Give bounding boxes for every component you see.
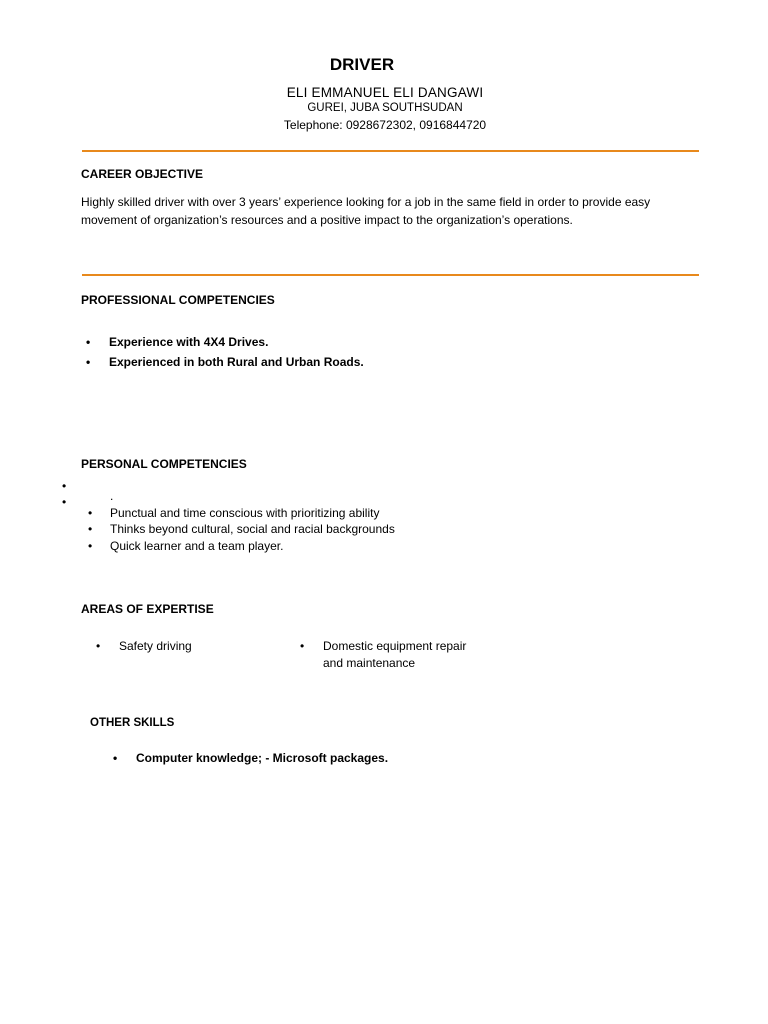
bullet-icon: • — [113, 751, 118, 765]
list-item — [110, 488, 710, 505]
list-item-text: . — [110, 489, 114, 503]
applicant-phone: Telephone: 0928672302, 0916844720 — [283, 118, 487, 132]
list-item — [113, 750, 636, 767]
list-item-text: Computer knowledge; - Microsoft packages. — [136, 751, 389, 765]
list-item-text: Thinks beyond cultural, social and racial backgrounds — [110, 522, 395, 536]
header-divider — [82, 150, 699, 152]
bullet-icon: • — [86, 335, 91, 349]
career-objective-heading: CAREER OBJECTIVE — [81, 167, 204, 181]
personal-competencies-list — [88, 488, 710, 554]
list-item-text: Quick learner and a team player. — [110, 538, 284, 553]
list-item — [86, 334, 709, 351]
bullet-icon: • — [88, 522, 93, 536]
list-item — [88, 538, 710, 555]
personal-competencies-heading: PERSONAL COMPETENCIES — [81, 457, 247, 471]
document-title: DRIVER — [329, 55, 395, 74]
list-item — [300, 638, 488, 671]
list-item — [88, 521, 710, 538]
bullet-icon: • — [88, 505, 93, 520]
bullet-icon: • — [62, 479, 67, 493]
list-item — [96, 638, 279, 655]
other-skills-list — [113, 750, 636, 767]
areas-of-expertise-heading: AREAS OF EXPERTISE — [81, 602, 214, 616]
list-item — [88, 505, 710, 522]
bullet-icon: • — [300, 639, 305, 653]
bullet-icon: • — [88, 538, 93, 553]
list-item-text: Safety driving — [119, 639, 192, 653]
career-objective-text: Highly skilled driver with over 3 years’ experience looking for a job in the same field in order to provide easy movement of organization’s resources and a positive impact to the organization’s operations. — [81, 195, 651, 227]
list-item-text: Domestic equipment repair and maintenance — [323, 639, 467, 670]
objective-divider — [82, 274, 699, 276]
professional-competencies-heading: PROFESSIONAL COMPETENCIES — [81, 293, 275, 307]
list-item — [86, 354, 709, 371]
applicant-address: GUREI, JUBA SOUTHSUDAN — [307, 102, 463, 114]
bullet-icon: • — [96, 639, 101, 653]
expertise-column-right — [300, 638, 488, 671]
list-item-text: Experienced in both Rural and Urban Roads. — [109, 354, 364, 369]
applicant-name: ELI EMMANUEL ELI DANGAWI — [286, 85, 484, 100]
expertise-column-left — [96, 638, 279, 655]
list-item-text: Experience with 4X4 Drives. — [109, 335, 269, 349]
list-item-text: Punctual and time conscious with prioritizing ability — [110, 505, 380, 520]
professional-competencies-list — [86, 334, 709, 370]
bullet-icon: • — [86, 354, 91, 369]
bullet-icon: • — [62, 495, 67, 509]
other-skills-heading: OTHER SKILLS — [90, 717, 175, 729]
